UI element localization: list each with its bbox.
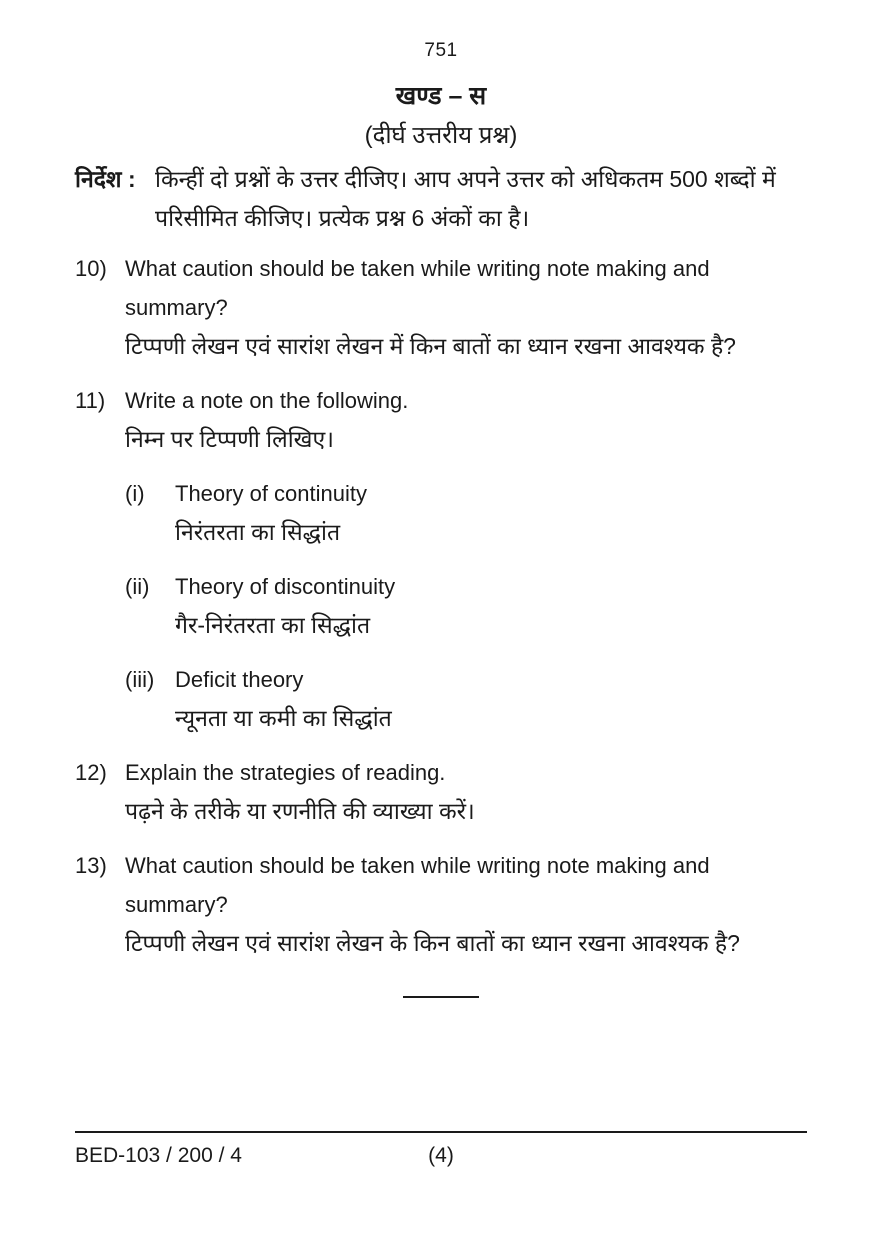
subitem-ii-number: (ii) xyxy=(125,574,150,599)
subitem-i-text-english: Theory of continuity xyxy=(175,481,367,506)
subitem-iii-body xyxy=(175,660,807,738)
page-number-bottom: (4) xyxy=(428,1144,454,1167)
end-of-questions-divider xyxy=(403,996,479,998)
question-11-text-english: Write a note on the following. xyxy=(125,388,409,413)
footer-rule xyxy=(75,1131,807,1133)
subitem-i-number: (i) xyxy=(125,481,145,506)
question-12-text-hindi: पढ़ने के तरीके या रणनीति की व्याख्या करें। xyxy=(125,798,475,824)
subitem-ii-text-hindi: गैर-निरंतरता का सिद्धांत xyxy=(175,612,371,638)
question-10 xyxy=(75,249,807,366)
subitem-iii-number: (iii) xyxy=(125,667,155,692)
question-13-body xyxy=(125,846,807,963)
question-10-body xyxy=(125,249,807,366)
question-13-number: 13) xyxy=(75,853,107,878)
question-11-body xyxy=(125,381,807,738)
subitem-i-body xyxy=(175,474,807,552)
subitem-iii-text-hindi: न्यूनता या कमी का सिद्धांत xyxy=(175,705,392,731)
section-subtitle: (दीर्घ उत्तरीय प्रश्न) xyxy=(364,122,518,149)
question-13-text-english: What caution should be taken while writing note making and summary? xyxy=(125,853,710,917)
question-11-subitem-iii xyxy=(125,660,807,738)
question-13 xyxy=(75,846,807,963)
section-title: खण्ड – स xyxy=(395,82,487,110)
question-13-text-hindi: टिप्पणी लेखन एवं सारांश लेखन के किन बातों का ध्यान रखना आवश्यक है? xyxy=(125,930,740,956)
question-12-number: 12) xyxy=(75,760,107,785)
question-10-text-english: What caution should be taken while writing note making and summary? xyxy=(125,256,710,320)
question-12 xyxy=(75,753,807,831)
question-11-text-hindi: निम्न पर टिप्पणी लिखिए। xyxy=(125,426,334,452)
exam-code: BED-103 / 200 / 4 xyxy=(75,1144,242,1167)
question-11 xyxy=(75,381,807,738)
question-10-text-hindi: टिप्पणी लेखन एवं सारांश लेखन में किन बातों का ध्यान रखना आवश्यक है? xyxy=(125,333,736,359)
subitem-ii-body xyxy=(175,567,807,645)
page-footer xyxy=(75,1131,807,1170)
subitem-iii-text-english: Deficit theory xyxy=(175,667,304,692)
question-12-text-english: Explain the strategies of reading. xyxy=(125,760,446,785)
footer-row xyxy=(75,1142,807,1170)
question-10-number: 10) xyxy=(75,256,107,281)
instructions-label: निर्देश : xyxy=(75,166,136,192)
instructions-text: किन्हीं दो प्रश्नों के उत्तर दीजिए। आप अपने उत्तर को अधिकतम 500 शब्दों में परिसीमित कीजिए। प्रत्येक प्रश्न 6 अंकों का है। xyxy=(155,166,776,231)
page-number-top: 751 xyxy=(424,40,458,61)
question-11-subitem-ii xyxy=(125,567,807,645)
instructions-block xyxy=(75,160,807,238)
question-list xyxy=(75,249,807,963)
subitem-ii-text-english: Theory of discontinuity xyxy=(175,574,396,599)
question-12-body xyxy=(125,753,807,831)
question-11-subitem-i xyxy=(125,474,807,552)
subitem-i-text-hindi: निरंतरता का सिद्धांत xyxy=(175,519,341,545)
question-11-number: 11) xyxy=(75,388,106,413)
